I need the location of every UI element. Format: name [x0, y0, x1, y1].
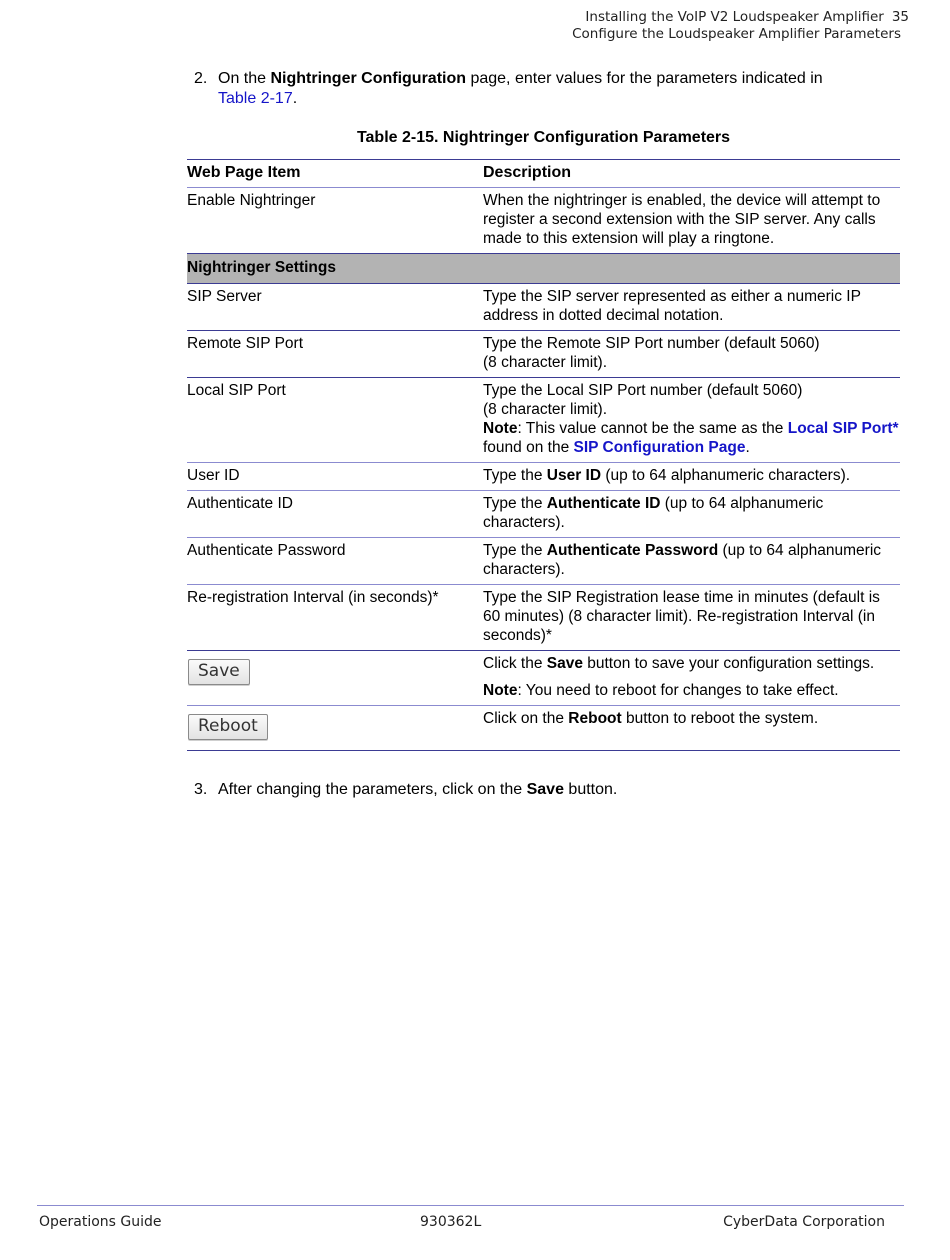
- description-text: Type the: [483, 467, 547, 484]
- description-bold: User ID: [546, 467, 602, 484]
- header-chapter-line: [572, 9, 909, 26]
- step-text-part: On the: [218, 70, 271, 87]
- description-text: (up to 64 alphanumeric characters).: [483, 495, 824, 531]
- description-cell: [483, 378, 900, 463]
- table-row: [187, 491, 900, 538]
- description-text: Click the: [483, 655, 547, 672]
- footer-document-number: 930362L: [420, 1214, 482, 1230]
- table-row: [187, 651, 900, 706]
- description-cell: [483, 491, 900, 538]
- item-cell: Authenticate ID: [187, 495, 293, 512]
- step-text-part: .: [292, 90, 298, 107]
- description-cell: [483, 651, 900, 706]
- description-line: (8 character limit).: [483, 354, 608, 371]
- description-cell: Type the SIP Registration lease time in minutes (default is 60 minutes) (8 character limit). Re-registration Interval (in seconds)*: [483, 589, 880, 644]
- sip-configuration-page-link[interactable]: SIP Configuration Page: [573, 439, 746, 456]
- note-text: : You need to reboot for changes to take effect.: [517, 682, 839, 699]
- description-bold: Authenticate Password: [546, 542, 719, 559]
- item-cell: SIP Server: [187, 288, 262, 305]
- description-bold: Authenticate ID: [546, 495, 661, 512]
- item-cell: Authenticate Password: [187, 542, 346, 559]
- page-number: 35: [891, 9, 909, 25]
- note-line: [483, 419, 900, 457]
- description-text: Click on the: [483, 710, 569, 727]
- item-cell: Enable Nightringer: [187, 192, 316, 209]
- step-text-part: page, enter values for the parameters indicated in: [466, 70, 823, 87]
- reboot-button[interactable]: Reboot: [188, 714, 268, 740]
- table-row: [187, 284, 900, 331]
- description-line: (8 character limit).: [483, 401, 608, 418]
- item-cell: [187, 706, 483, 751]
- table-row: [187, 378, 900, 463]
- footer-document-title: Operations Guide: [39, 1214, 162, 1230]
- step-3: [194, 780, 834, 800]
- column-header-item: Web Page Item: [187, 164, 301, 181]
- note-text: .: [745, 439, 750, 456]
- description-line: Type the Remote SIP Port number (default 5060): [483, 335, 820, 352]
- section-title: Nightringer Settings: [187, 254, 900, 284]
- header-chapter-title: Installing the VoIP V2 Loudspeaker Amplifier: [585, 9, 884, 25]
- description-text: (up to 64 alphanumeric characters).: [601, 467, 851, 484]
- table-row: [187, 331, 900, 378]
- table-reference-link[interactable]: Table 2-17: [218, 90, 293, 107]
- table-header-row: [187, 160, 900, 188]
- step-text-part: After changing the parameters, click on the: [218, 781, 527, 798]
- item-cell: [187, 651, 483, 706]
- item-cell: Remote SIP Port: [187, 335, 304, 352]
- step-2: [194, 69, 834, 109]
- table-row: [187, 463, 900, 491]
- table-row: [187, 538, 900, 585]
- note-label: Note: [483, 420, 518, 437]
- note-line: [483, 681, 900, 700]
- footer-divider: [37, 1205, 904, 1206]
- section-row: [187, 254, 900, 284]
- description-bold: Save: [546, 655, 583, 672]
- parameters-table: [187, 159, 900, 751]
- description-cell: When the nightringer is enabled, the device will attempt to register a second extension with the SIP server. Any calls made to this extension will play a ringtone.: [483, 192, 881, 247]
- description-line: [483, 654, 900, 673]
- description-text: Type the: [483, 495, 547, 512]
- table-row: [187, 585, 900, 651]
- header-section-title: Configure the Loudspeaker Amplifier Parameters: [572, 26, 901, 42]
- note-label: Note: [483, 682, 518, 699]
- footer-company: CyberData Corporation: [723, 1214, 885, 1230]
- save-bold: Save: [526, 781, 564, 798]
- note-text: : This value cannot be the same as the: [517, 420, 788, 437]
- description-cell: [483, 463, 900, 491]
- description-cell: [483, 538, 900, 585]
- step-text: [218, 69, 834, 109]
- description-line: Type the Local SIP Port number (default 5060): [483, 382, 803, 399]
- step-text-part: button.: [563, 781, 618, 798]
- step-number: 3.: [194, 781, 208, 798]
- table-row: [187, 706, 900, 751]
- description-text: button to reboot the system.: [621, 710, 819, 727]
- description-cell: [483, 331, 900, 378]
- step-number: 2.: [194, 70, 208, 87]
- running-header: [572, 9, 909, 43]
- description-text: (up to 64 alphanumeric characters).: [483, 542, 882, 578]
- column-header-description: Description: [483, 164, 572, 181]
- step-text: [218, 780, 834, 800]
- item-cell: Local SIP Port: [187, 382, 286, 399]
- description-bold: Reboot: [568, 710, 622, 727]
- save-button[interactable]: Save: [188, 659, 250, 685]
- description-text: button to save your configuration settings.: [582, 655, 875, 672]
- description-cell: [483, 706, 900, 751]
- table-caption: Table 2-15. Nightringer Configuration Parameters: [356, 129, 731, 146]
- description-text: Type the: [483, 542, 547, 559]
- page-name-bold: Nightringer Configuration: [270, 70, 467, 87]
- description-cell: Type the SIP server represented as either a numeric IP address in dotted decimal notation.: [483, 288, 861, 324]
- table-row: [187, 188, 900, 254]
- local-sip-port-link[interactable]: Local SIP Port*: [787, 420, 899, 437]
- item-cell: Re-registration Interval (in seconds)*: [187, 589, 439, 606]
- note-text: found on the: [483, 439, 574, 456]
- item-cell: User ID: [187, 467, 240, 484]
